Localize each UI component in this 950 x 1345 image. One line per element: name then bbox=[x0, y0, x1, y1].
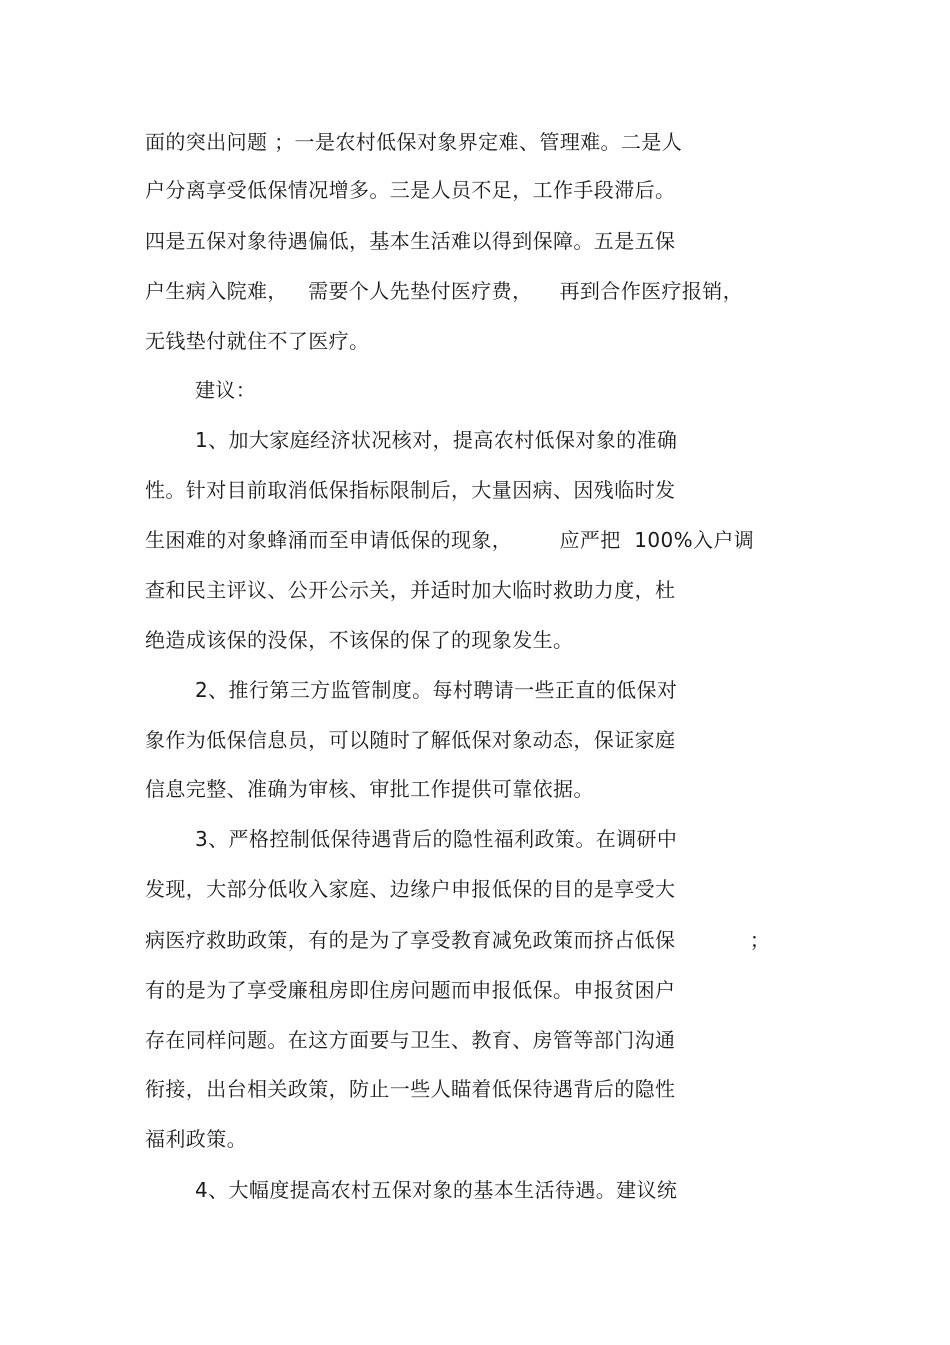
paragraph-start: 4、大幅度提高农村五保对象的基本生活待遇。建议统 bbox=[195, 1178, 678, 1202]
text-line: 无钱垫付就住不了医疗。 bbox=[145, 329, 370, 353]
text-line: 福利政策。 bbox=[145, 1127, 247, 1151]
text-line: 衔接，出台相关政策，防止一些人瞄着低保待遇背后的隐性 bbox=[145, 1077, 676, 1101]
text-line: 发现，大部分低收入家庭、边缘户申报低保的目的是享受大 bbox=[145, 877, 676, 901]
text-line: 户生病入院难， 需要个人先垫付医疗费， 再到合作医疗报销， bbox=[145, 279, 744, 303]
text-line: 信息完整、准确为审核、审批工作提供可靠依据。 bbox=[145, 777, 594, 801]
text-line: 象作为低保信息员，可以随时了解低保对象动态，保证家庭 bbox=[145, 728, 676, 752]
paragraph-start: 1、加大家庭经济状况核对，提高农村低保对象的准确 bbox=[195, 428, 678, 452]
text-line: 病医疗救助政策，有的是为了享受教育减免政策而挤占低保 ； bbox=[145, 928, 771, 952]
text-line: 查和民主评议、公开公示关，并适时加大临时救助力度，杜 bbox=[145, 578, 676, 602]
section-heading: 建议： bbox=[195, 378, 257, 402]
text-line: 生困难的对象蜂涌而至申请低保的现象， 应严把 100%入户调 bbox=[145, 528, 755, 552]
text-line: 性。针对目前取消低保指标限制后，大量因病、因残临时发 bbox=[145, 478, 676, 502]
text-line: 存在同样问题。在这方面要与卫生、教育、房管等部门沟通 bbox=[145, 1028, 676, 1052]
text-line: 四是五保对象待遇偏低，基本生活难以得到保障。五是五保 bbox=[145, 229, 676, 253]
paragraph-start: 3、严格控制低保待遇背后的隐性福利政策。在调研中 bbox=[195, 827, 678, 851]
text-line: 有的是为了享受廉租房即住房问题而申报低保。申报贫困户 bbox=[145, 978, 676, 1002]
text-line: 户分离享受低保情况增多。三是人员不足，工作手段滞后。 bbox=[145, 178, 676, 202]
text-line: 绝造成该保的没保，不该保的保了的现象发生。 bbox=[145, 628, 574, 652]
paragraph-start: 2、推行第三方监管制度。每村聘请一些正直的低保对 bbox=[195, 678, 678, 702]
text-line: 面的突出问题 ；一是农村低保对象界定难、管理难。二是人 bbox=[145, 130, 683, 154]
